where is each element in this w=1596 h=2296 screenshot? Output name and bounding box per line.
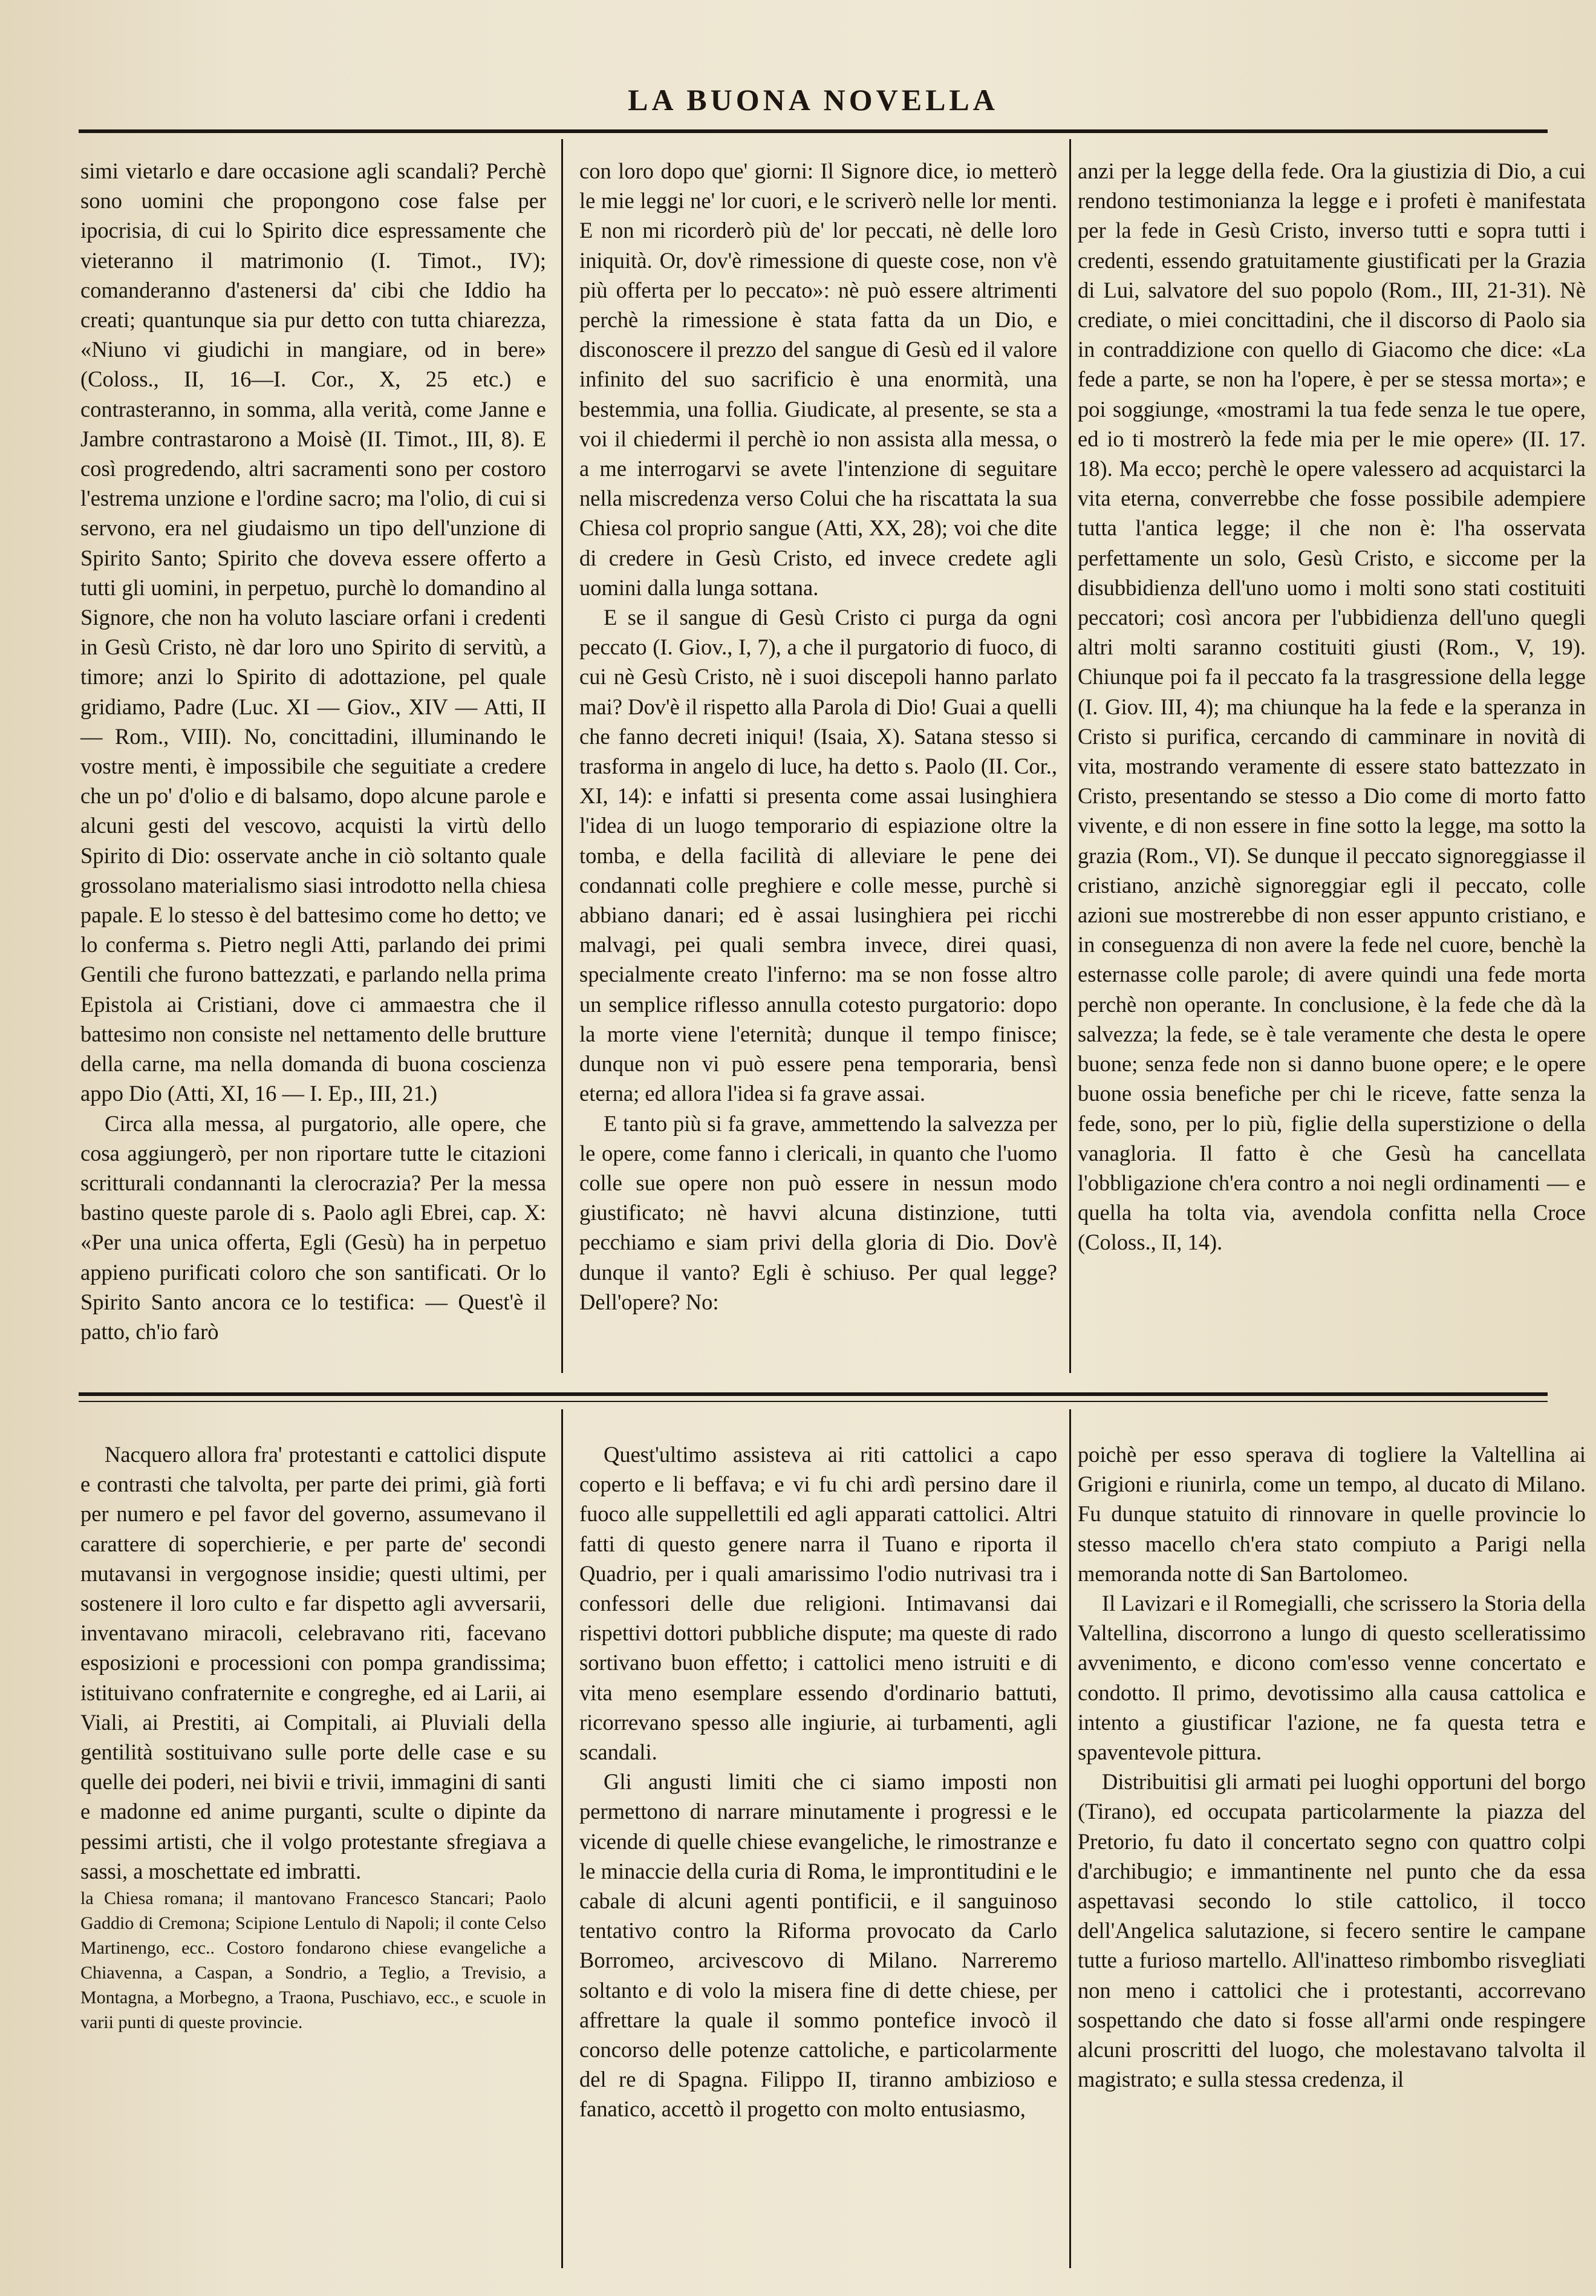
lower-col3-para-1: poichè per esso sperava di togliere la Valtellina ai Grigioni e riunirla, come un tempo, al ducato di Milano. Fu dunque statuito di rinnovare in quelle provincie lo stesso macello ch'era stato compiuto a Parigi nella memoranda notte di San Bartolomeo. bbox=[1078, 1442, 1586, 1586]
upper-col2-para-2: E se il sangue di Gesù Cristo ci purga da ogni peccato (I. Giov., I, 7), a che il purgatorio di fuoco, di cui nè Gesù Cristo, nè i suoi discepoli hanno parlato mai? Dov'è il rispetto alla Parola di Dio! Guai a quelli che fanno decreti iniqui! (Isaia, X). Satana stesso si trasforma in angelo di luce, ha detto s. Paolo (II. Cor., XI, 14): e infatti si presenta come assai lusinghiera l'idea di un luogo temporario di espiazione oltre la tomba, e della facilità di alleviare le pene dei condannati colle preghiere e colle messe, purchè si abbiano danari; ed è assai lusinghiera pei ricchi malvagi, pei quali sembra invece, direi quasi, specialmente creato l'inferno: ma se non fosse altro un semplice riflesso annulla cotesto purgatorio: dopo la morte viene l'eternità; dunque il tempo finisce; dunque non vi può essere pena temporaria, bensì eterna; ed allora l'idea si fa grave assai. bbox=[579, 605, 1057, 1106]
lower-col3-para-2: Il Lavizari e il Romegialli, che scrissero la Storia della Valtellina, discorrono a lungo di questo scelleratissimo avvenimento, e dicono com'esso venne concertato e condotto. Il primo, devotissimo alla causa cattolica e intento a giustificar l'azione, ne fa questa tetra e spaventevole pittura. bbox=[1078, 1591, 1586, 1765]
upper-col2-para-3: E tanto più si fa grave, ammettendo la salvezza per le opere, come fanno i clericali, in quanto che l'uomo colle sue opere non può essere in nessun modo giustificato; nè havvi alcuna distinzione, tutti pecchiamo e siam privi della gloria di Dio. Dov'è dunque il vanto? Egli è schiuso. Per qual legge? Dell'opere? No: bbox=[579, 1110, 1057, 1314]
upper-col1-para-2: Circa alla messa, al purgatorio, alle opere, che cosa aggiungerò, per non riportare tutte le citazioni scritturali condannanti la clerocrazia? Per la messa bastino queste parole di s. Paolo agli Ebrei, cap. X: «Per una unica offerta, Egli (Gesù) ha in perpetuo appieno purificati coloro che son santificati. Or lo Spirito Santo ancora ce lo testifica: — Quest'è il patto, ch'io farò bbox=[80, 1110, 546, 1344]
lower-column-3 bbox=[1078, 1440, 1586, 2094]
column-divider bbox=[561, 139, 563, 1373]
column-divider bbox=[1069, 1409, 1071, 2268]
lower-col1-para-1: Nacquero allora fra' protestanti e cattolici dispute e contrasti che talvolta, per parte dei primi, già forti per numero e pel favor del governo, assumevano il carattere di soperchierie, e per parte de' secondi mutavansi in vergognose insidie; questi ultimi, per sostenere il loro culto e far dispetto agli avversarii, inventavano miracoli, celebravano riti, facevano esposizioni e processioni con pompa grandissima; istituivano confraternite e congreghe, ed ai Larii, ai Viali, ai Prestiti, ai Compitali, ai Pluviali della gentilità sostituivano sulle porte delle case e su quelle dei poderi, nei bivii e trivii, immagini di santi e madonne ed anime purganti, sculte o dipinte da pessimi artisti, che il volgo protestante sfregiava a sassi, a moschettate ed imbratti. bbox=[80, 1442, 546, 1883]
lower-col2-para-1: Quest'ultimo assisteva ai riti cattolici a capo coperto e li beffava; e vi fu chi ardì persino dare il fuoco alle suppellettili ed agli apparati cattolici. Altri fatti di questo genere narra il Tuano e riporta il Quadrio, per i quali amarissimo l'odio nutrivasi tra i confessori delle due religioni. Intimavansi dai rispettivi dottori pubbliche dispute; ma queste di rado sortivano buon effetto; i cattolici meno istruiti e di vita meno esemplare essendo d'ordinario battuti, ricorrevano spesso alle ingiurie, ai turbamenti, agli scandali. bbox=[579, 1442, 1057, 1765]
upper-col2-para-1: con loro dopo que' giorni: Il Signore dice, io metterò le mie leggi ne' lor cuori, e le scriverò nelle lor menti. E non mi ricorderò più de' lor peccati, nè delle loro iniquità. Or, dov'è rimessione di queste cose, non v'è più offerta per lo peccato»: nè può essere altrimenti perchè la rimessione è stata fatta da un Dio, e disconoscere il prezzo del sangue di Gesù ed il valore infinito del suo sacrificio è una enormità, una bestemmia, una follia. Giudicate, al presente, se sta a voi il chiedermi il perchè io non assista alla messa, o a me interrogarvi se avete l'intenzione di seguitare nella miscredenza verso Colui che ha riscattata la sua Chiesa col proprio sangue (Atti, XX, 28); voi che dite di credere in Gesù Cristo, ed invece credete agli uomini dalla lunga sottana. bbox=[579, 158, 1057, 600]
column-divider bbox=[561, 1409, 563, 2268]
lower-col3-para-3: Distribuitisi gli armati pei luoghi opportuni del borgo (Tirano), ed occupata particolarmente la piazza del Pretorio, fu dato il concertato segno con quattro colpi d'archibugio; e immantinente nel punto che da essa aspettavasi secondo lo stile cattolico, il tocco dell'Angelica salutazione, si fecero sentire le campane tutte a furioso martello. All'inatteso rimbombo risvegliati non meno i cattolici che i protestanti, accorrevano sospettando che dato si fosse all'armi onde respingere alcuni proscritti del luogo, che molestavano talvolta il magistrato; e sulla stessa credenza, il bbox=[1078, 1769, 1586, 2092]
lower-column-2 bbox=[579, 1440, 1057, 2124]
upper-column-1 bbox=[80, 156, 546, 1346]
page-title: LA BUONA NOVELLA bbox=[628, 83, 998, 117]
upper-column-3 bbox=[1078, 156, 1586, 1257]
section-rule-thin bbox=[79, 1401, 1548, 1402]
section-rule bbox=[79, 1392, 1548, 1396]
header-rule bbox=[79, 129, 1548, 133]
column-divider bbox=[1069, 139, 1071, 1373]
upper-column-2 bbox=[579, 156, 1057, 1317]
upper-col1-para-1: simi vietarlo e dare occasione agli scandali? Perchè sono uomini che propongono cose false per ipocrisia, di cui lo Spirito dice espressamente che vieteranno il matrimonio (I. Timot., IV); comanderanno d'astenersi da' cibi che Iddio ha creati; quantunque sia pur detto con tutta chiarezza, «Niuno vi giudichi in mangiare, od in bere» (Coloss., II, 16—I. Cor., X, 25 etc.) e contrasteranno, in somma, alla verità, come Janne e Jambre contrastarono a Moisè (II. Timot., III, 8). E così progredendo, altri sacramenti sono per costoro l'estrema unzione e l'ordine sacro; ma l'olio, di cui si servono, era nel giudaismo un tipo dell'unzione di Spirito Santo; Spirito che doveva essere offerto a tutti gli uomini, in perpetuo, purchè lo domandino al Signore, che non ha voluto lasciare orfani i credenti in Gesù Cristo, nè dar loro uno Spirito di servitù, a timore; anzi lo Spirito di adottazione, pel quale gridiamo, Padre (Luc. XI — Giov., XIV — Atti, II — Rom., VIII). No, concittadini, illuminando le vostre menti, è impossibile che seguitiate a credere che un po' d'olio e di balsamo, dopo alcune parole e alcuni gesti del vescovo, acquisti la virtù dello Spirito di Dio: osservate anche in ciò soltanto quale grossolano materialismo siasi introdotto nella chiesa papale. E lo stesso è del battesimo come ho detto; ve lo conferma s. Pietro negli Atti, parlando dei primi Gentili che furono battezzati, e parlando nella prima Epistola ai Cristiani, dove ci ammaestra che il battesimo non consiste nel nettamento delle brutture della carne, ma nella domanda di buona coscienza appo Dio (Atti, XI, 16 — I. Ep., III, 21.) bbox=[80, 158, 546, 1106]
footnote: la Chiesa romana; il mantovano Francesco Stancari; Paolo Gaddio di Cremona; Scipione Lentulo di Napoli; il conte Celso Martinengo, ecc.. Costoro fondarono chiese evangeliche a Chiavenna, a Caspan, a Sondrio, a Teglio, a Trevisio, a Montagna, a Morbegno, a Traona, Puschiavo, ecc., e scuole in varii punti di queste provincie. bbox=[80, 1888, 546, 2033]
lower-col2-para-2: Gli angusti limiti che ci siamo imposti non permettono di narrare minutamente i progressi e le vicende di quelle chiese evangeliche, le rimostranze e le minaccie della curia di Roma, le improntitudini e le cabale di alcuni agenti pontificii, e il sanguinoso tentativo contro la Riforma provocato da Carlo Borromeo, arcivescovo di Milano. Narreremo soltanto e di volo la misera fine di dette chiese, per affrettare la quale il sommo pontefice invocò il concorso delle potenze cattoliche, e particolarmente del re di Spagna. Filippo II, tiranno ambizioso e fanatico, accettò il progetto con molto entusiasmo, bbox=[579, 1769, 1057, 2122]
masthead bbox=[79, 73, 1548, 127]
upper-col3-para-1: anzi per la legge della fede. Ora la giustizia di Dio, a cui rendono testimonianza la legge e i profeti è manifestata per la fede in Gesù Cristo, inverso tutti e sopra tutti i credenti, essendo gratuitamente giustificati per la Grazia di Lui, salvatore del suo popolo (Rom., III, 21-31). Nè crediate, o miei concittadini, che il discorso di Paolo sia in contraddizione con quello di Giacomo che dice: «La fede a parte, se non ha l'opere, è per se stessa morta»; e poi soggiunge, «mostrami la tua fede senza le tue opere, ed io ti mostrerò la fede mia per le mie opere» (II. 17. 18). Ma ecco; perchè le opere valessero ad acquistarci la vita eterna, converrebbe che fosse possibile adempiere tutta l'antica legge; il che non è: l'ha osservata perfettamente un solo, Gesù Cristo, e siccome per la disubbidienza dell'uno uomo i molti sono stati costituiti peccatori; così ancora per l'ubbidienza dell'uno quegli altri molti saranno costituiti giusti (Rom., V, 19). Chiunque poi fa il peccato fa la trasgressione della legge (I. Giov. III, 4); ma chiunque ha la fede e la speranza in Cristo si purifica, cercando di camminare in novità di vita, mostrando veramente di essere stato battezzato in Cristo, presentando se stesso a Dio come di morto fatto vivente, e di non essere in fine sotto la legge, ma sotto la grazia (Rom., VI). Se dunque il peccato signoreggiasse il cristiano, anzichè signoreggiar egli il peccato, colle azioni sue mostrerebbe di non esser appunto cristiano, e in conseguenza di non avere la fede nel cuore, benchè la esternasse colle parole; di avere quindi una fede morta perchè non operante. In conclusione, è la fede che dà la salvezza; la fede, se è tale veramente che desta le opere buone; senza fede non si danno buone opere; e le opere buone ossia benefiche per chi le riceve, fatte senza la fede, sono, per lo più, figlie della superstizione o della vanagloria. Il fatto è che Gesù ha cancellata l'obbligazione ch'era contro a noi negli ordinamenti — e quella ha tolta via, avendola confitta nella Croce (Coloss., II, 14). bbox=[1078, 158, 1586, 1255]
lower-column-1 bbox=[80, 1440, 546, 2035]
